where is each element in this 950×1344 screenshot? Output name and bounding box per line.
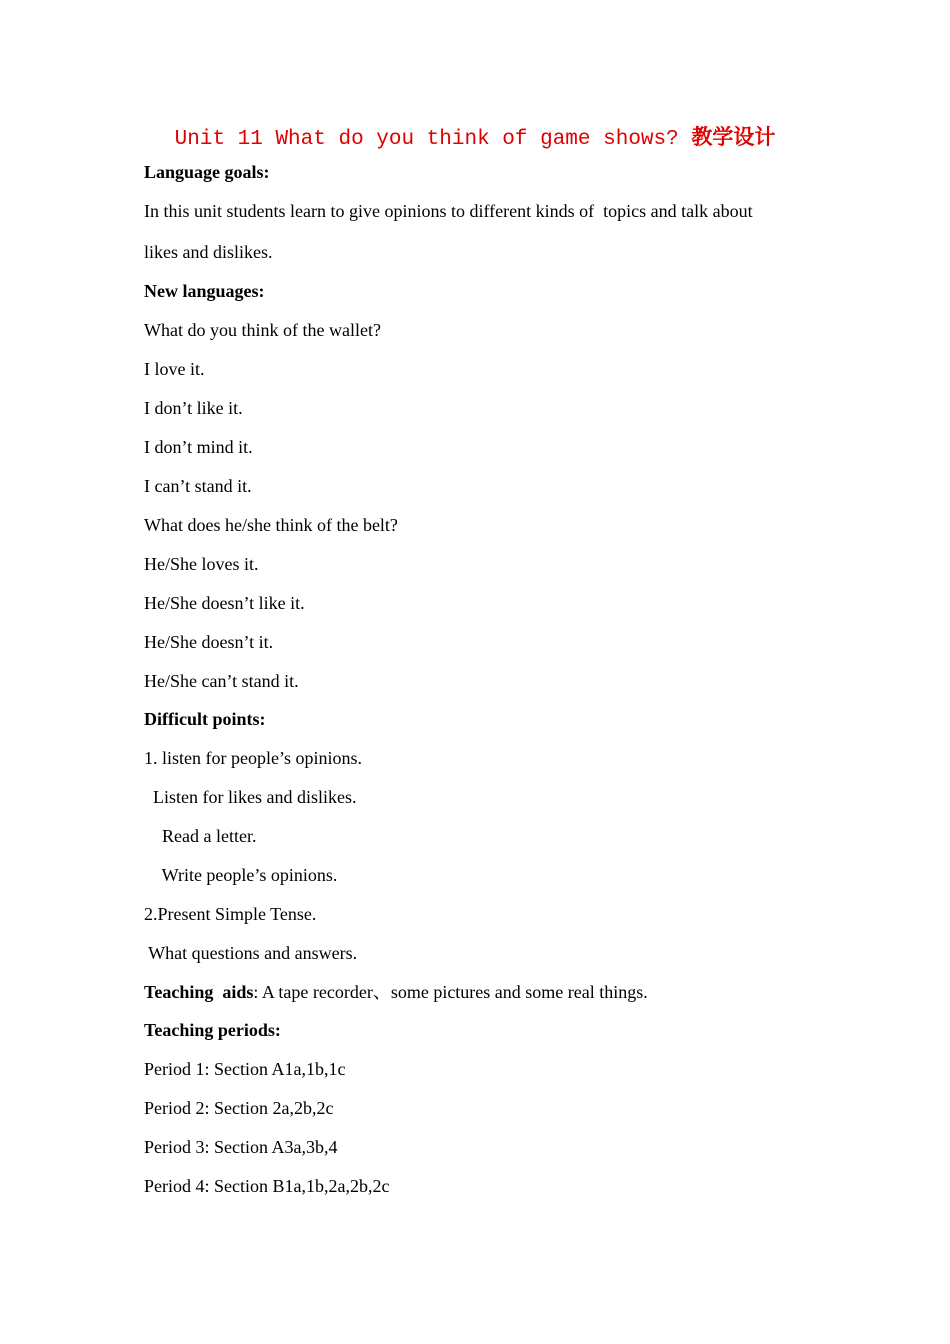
difficult-point-item: Read a letter.: [144, 826, 257, 846]
difficult-point-item: What questions and answers.: [144, 943, 358, 963]
new-language-item: What do you think of the wallet?: [144, 320, 381, 340]
teaching-period-item: Period 2: Section 2a,2b,2c: [144, 1098, 334, 1118]
new-language-item: He/She doesn’t it.: [144, 632, 274, 652]
title-chinese: 教学设计: [691, 125, 776, 149]
document-title: [0, 122, 950, 155]
new-language-item: What does he/she think of the belt?: [144, 515, 398, 535]
teaching-periods-heading: Teaching periods:: [144, 1020, 281, 1040]
teaching-aids-line: [144, 980, 648, 1004]
new-language-item: I don’t mind it.: [144, 437, 253, 457]
difficult-point-item: 2.Present Simple Tense.: [144, 904, 317, 924]
difficult-point-item: Listen for likes and dislikes.: [144, 787, 357, 807]
teaching-period-item: Period 4: Section B1a,1b,2a,2b,2c: [144, 1176, 390, 1196]
language-goals-heading: Language goals:: [144, 162, 270, 182]
teaching-period-item: Period 1: Section A1a,1b,1c: [144, 1059, 346, 1079]
new-language-item: I can’t stand it.: [144, 476, 252, 496]
difficult-point-item: 1. listen for people’s opinions.: [144, 748, 362, 768]
difficult-points-heading: Difficult points:: [144, 709, 266, 729]
language-goals-line-2: likes and dislikes.: [144, 242, 273, 262]
new-language-item: He/She loves it.: [144, 554, 259, 574]
teaching-aids-text: : A tape recorder、some pictures and some real things.: [253, 982, 648, 1002]
new-language-item: He/She doesn’t like it.: [144, 593, 305, 613]
teaching-period-item: Period 3: Section A3a,3b,4: [144, 1137, 338, 1157]
difficult-point-item: Write people’s opinions.: [144, 865, 338, 885]
teaching-aids-label: Teaching aids: [144, 982, 254, 1002]
new-language-item: I don’t like it.: [144, 398, 243, 418]
title-english: Unit 11 What do you think of game shows?: [174, 128, 679, 151]
language-goals-line-1: In this unit students learn to give opinions to different kinds of topics and talk about: [144, 201, 753, 221]
new-languages-heading: New languages:: [144, 281, 265, 301]
new-language-item: He/She can’t stand it.: [144, 671, 299, 691]
new-language-item: I love it.: [144, 359, 205, 379]
